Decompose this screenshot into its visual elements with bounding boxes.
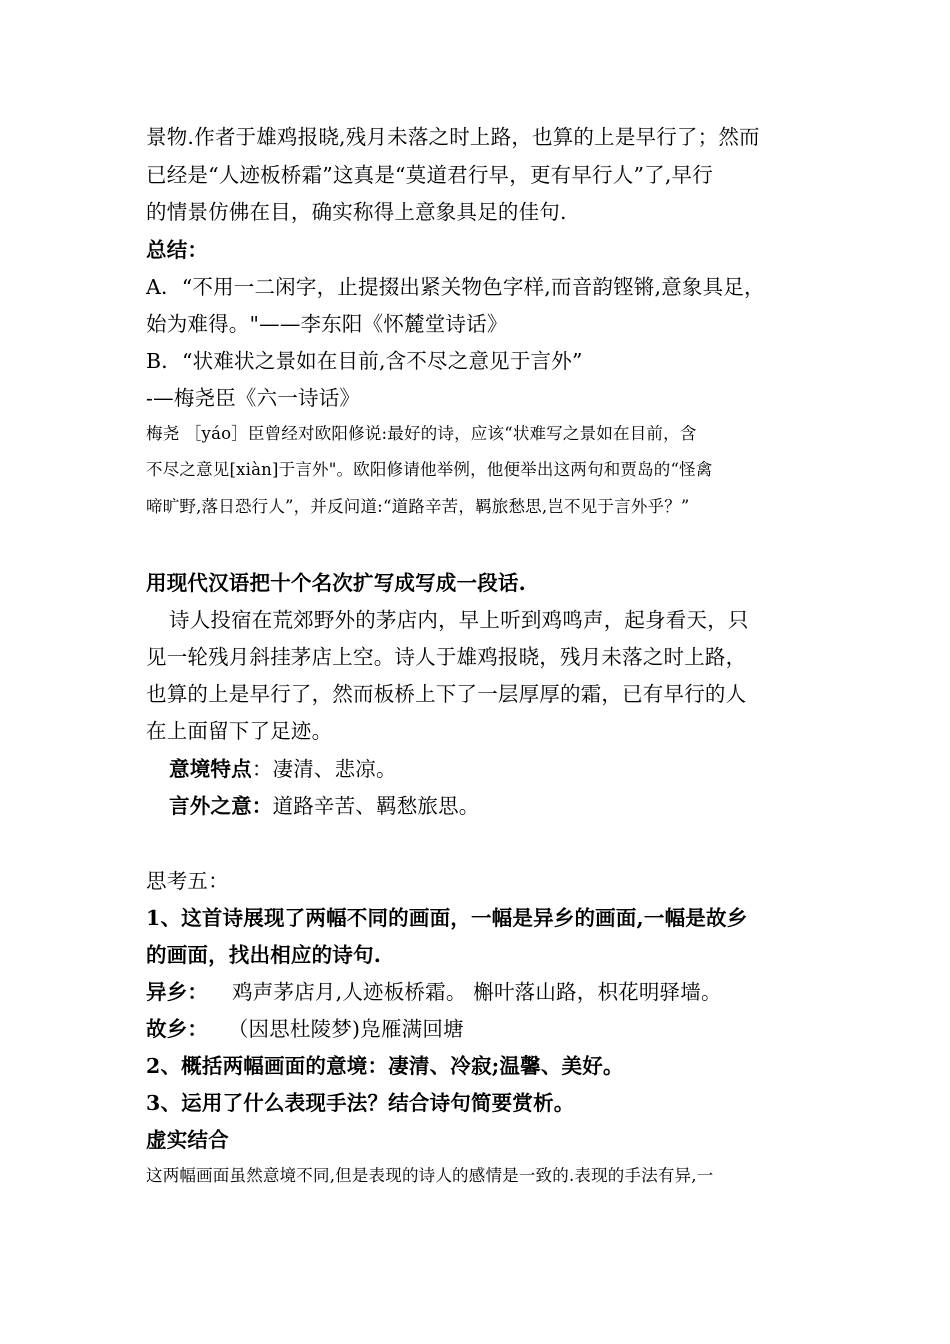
summary-a-line: A．“不用一二闲字，止提掇出紧关物色字样,而音韵铿锵,意象具足， [146,275,765,299]
foreign-value: 鸡声茅店月,人迹板桥霜。 槲叶落山路，枳花明驿墙。 [232,980,722,1004]
implied-line [169,793,480,819]
rewrite-line: 也算的上是早行了，然而板桥上下了一层厚厚的霜，已有早行的人 [146,682,747,706]
paragraph-line: 的情景仿佛在目，确实称得上意象具足的佳句. [146,200,567,224]
question-1-line: 的画面，找出相应的诗句. [146,943,382,967]
note-line: 不尽之意见[xiàn]于言外"。欧阳修请他举例，他便举出这两句和贾岛的“怪禽 [146,460,713,479]
feature-label: 意境特点 [169,757,252,781]
feature-value: ：凄清、悲凉。 [251,757,397,781]
answer-heading: 虚实结合 [146,1128,229,1152]
rewrite-line: 在上面留下了足迹。 [146,719,333,743]
summary-heading: 总结： [146,238,209,262]
question-3: 3、运用了什么表现手法？结合诗句简要赏析。 [146,1091,575,1115]
question-2: 2、概括两幅画面的意境：凄清、冷寂;温馨、美好。 [146,1054,624,1078]
home-value: （因思杜陵梦)凫雁满回塘 [238,1017,464,1041]
paragraph-line: 景物.作者于雄鸡报晓,残月未落之时上路，也算的上是早行了；然而 [146,125,760,149]
rewrite-line: 诗人投宿在荒郊野外的茅店内，早上听到鸡鸣声，起身看天，只 [169,608,749,632]
summary-a-line: 始为难得。"——李东阳《怀麓堂诗话》 [146,312,508,336]
implied-label: 言外之意： [169,794,273,818]
home-label: 故乡： [146,1017,209,1041]
feature-line [169,756,397,782]
paragraph-line: 已经是“人迹板桥霜”这真是“莫道君行早，更有早行人”了,早行 [146,163,713,187]
rewrite-heading: 用现代汉语把十个名次扩写成写成一段话. [146,571,526,595]
home-line [146,1016,464,1042]
note-line: 梅尧 ［yáo］臣曾经对欧阳修说:最好的诗，应该“状难写之景如在目前，含 [146,424,697,443]
question-1-line: 1、这首诗展现了两幅不同的画面，一幅是异乡的画面,一幅是故乡 [146,906,748,930]
implied-value: 道路辛苦、羁愁旅思。 [272,794,480,818]
foreign-line [146,979,722,1005]
answer-line: 这两幅画面虽然意境不同,但是表现的诗人的感情是一致的.表现的手法有异,一 [146,1166,714,1185]
think5-heading: 思考五： [146,869,229,893]
note-line: 啼旷野,落日恐行人”，并反问道:“道路辛苦，羁旅愁思,岂不见于言外乎？” [146,497,690,516]
foreign-label: 异乡： [146,980,209,1004]
summary-b-source: -—梅尧臣《六一诗话》 [146,386,361,410]
summary-b-line: B．“状难状之景如在目前,含不尽之意见于言外” [146,349,583,373]
rewrite-line: 见一轮残月斜挂茅店上空。诗人于雄鸡报晓，残月未落之时上路， [146,645,747,669]
